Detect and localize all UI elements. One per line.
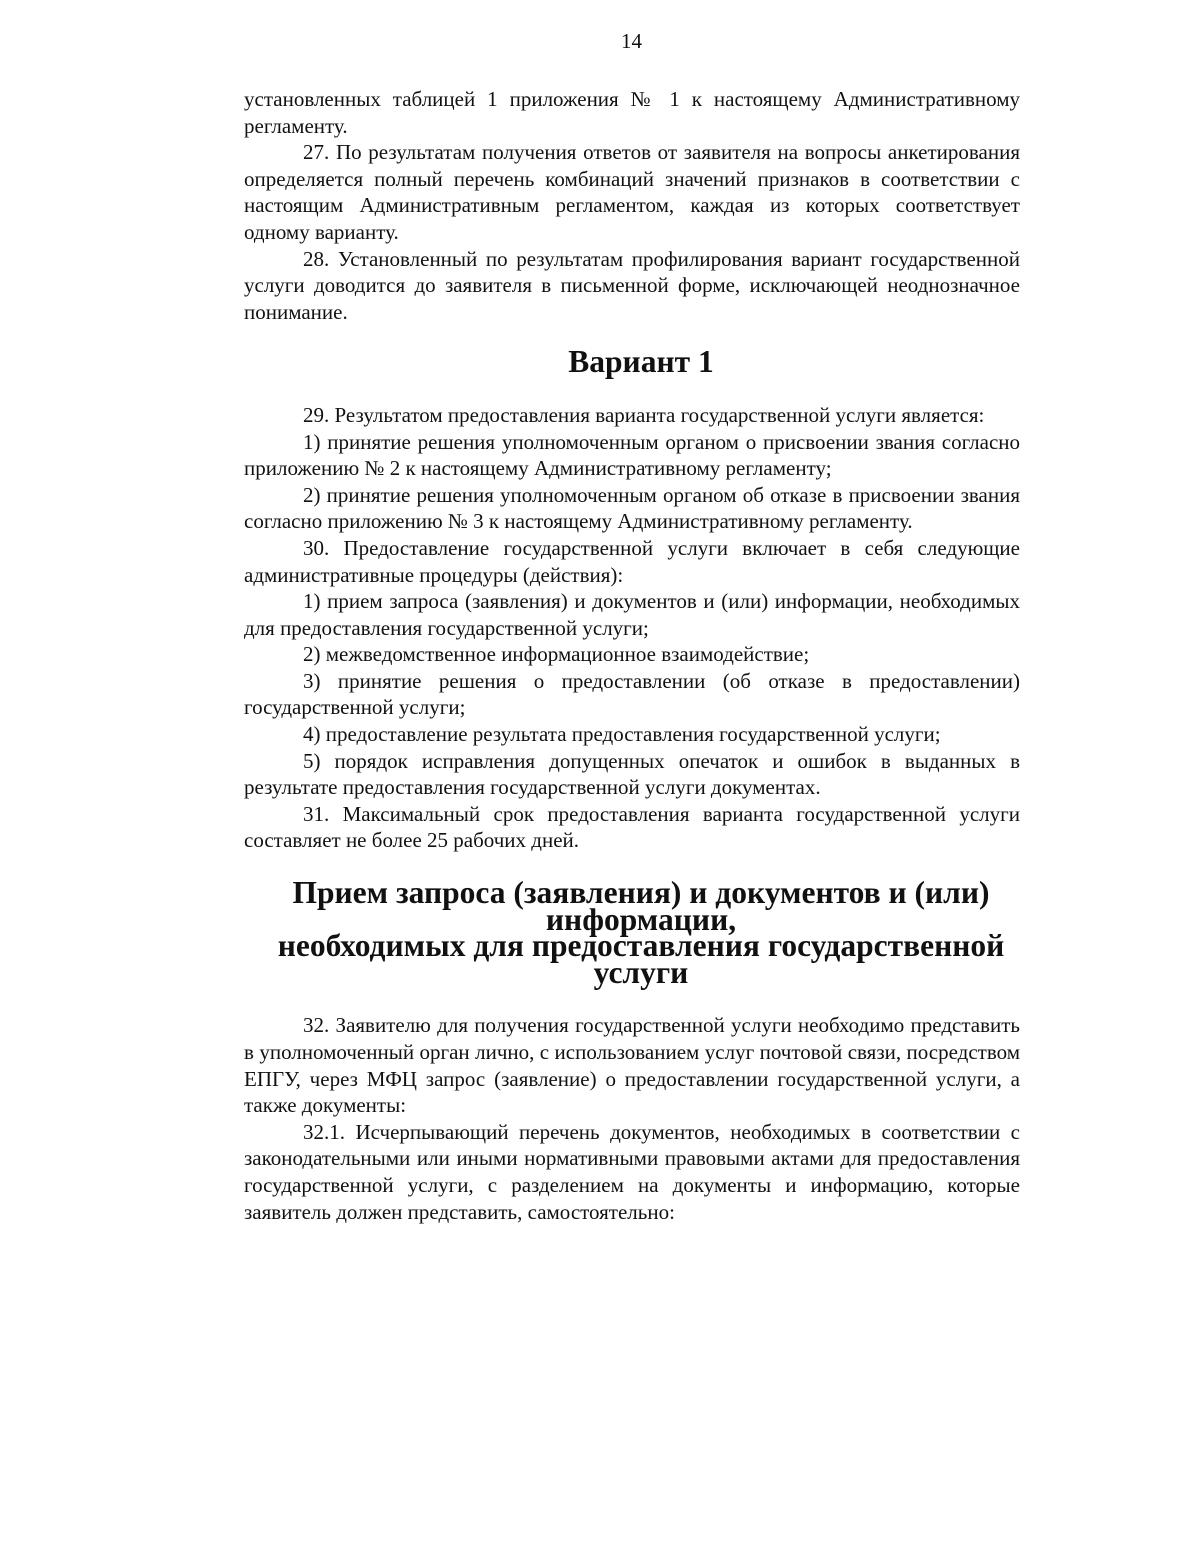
reception-section <box>244 1012 1020 1225</box>
paragraph-30-item-4: 4) предоставление результата предоставления государственной услуги; <box>303 722 941 747</box>
page-number: 14 <box>621 29 642 53</box>
document-body <box>244 86 1020 1225</box>
paragraph-30-item-1: 1) прием запроса (заявления) и документов и (или) информации, необходимых для предоставления государственной услуги; <box>244 589 1020 640</box>
heading-reception <box>244 875 1020 990</box>
paragraph-30-item-5: 5) порядок исправления допущенных опечаток и ошибок в выданных в результате предоставления государственной услуги документах. <box>244 748 1020 800</box>
paragraph-29-item-1: 1) принятие решения уполномоченным органом о присвоении звания согласно приложению № 2 к настоящему Административному регламенту; <box>244 429 1020 481</box>
heading-variant-1: Вариант 1 <box>568 344 714 380</box>
paragraph-27: 27. По результатам получения ответов от заявителя на вопросы анкетирования определяется полный перечень комбинаций значений признаков в соответствии с настоящим Административным регламентом, каждая из которых соответствует одному варианту. <box>244 140 1020 244</box>
paragraph-30-item-2: 2) межведомственное информационное взаимодействие; <box>303 642 810 667</box>
paragraph-30: 30. Предоставление государственной услуги включает в себя следующие административные процедуры (действия): <box>244 535 1020 587</box>
paragraph-continuation: установленных таблицей 1 приложения № 1 к настоящему Административному регламенту. <box>244 87 1020 138</box>
heading-reception-line-1: Прием запроса (заявления) и документов и (или) информации, <box>292 875 990 937</box>
paragraph-30-item-3: 3) принятие решения о предоставлении (об отказе в предоставлении) государственной услуги; <box>244 668 1020 720</box>
paragraph-29: 29. Результатом предоставления варианта государственной услуги является: <box>303 402 985 427</box>
paragraph-28: 28. Установленный по результатам профилирования вариант государственной услуги доводится до заявителя в письменной форме, исключающей неоднозначное понимание. <box>244 246 1020 324</box>
heading-reception-line-2: необходимых для предоставления государственной услуги <box>277 928 1005 990</box>
variant-1-section <box>244 402 1020 854</box>
paragraph-32: 32. Заявителю для получения государственной услуги необходимо представить в уполномоченный орган лично, с использованием услуг почтовой связи, посредством ЕПГУ, через МФЦ запрос (заявление) о предоставлении государственной услуги, а также документы: <box>244 1013 1020 1118</box>
paragraph-32-1: 32.1. Исчерпывающий перечень документов, необходимых в соответствии с законодательными или иными нормативными правовыми актами для предоставления государственной услуги, с разделением на документы и информацию, которые заявитель должен представить, самостоятельно: <box>244 1119 1020 1224</box>
paragraph-29-item-2: 2) принятие решения уполномоченным органом об отказе в присвоении звания согласно приложению № 3 к настоящему Административному регламенту. <box>244 482 1020 534</box>
paragraph-31: 31. Максимальный срок предоставления варианта государственной услуги составляет не более 25 рабочих дней. <box>244 801 1020 853</box>
